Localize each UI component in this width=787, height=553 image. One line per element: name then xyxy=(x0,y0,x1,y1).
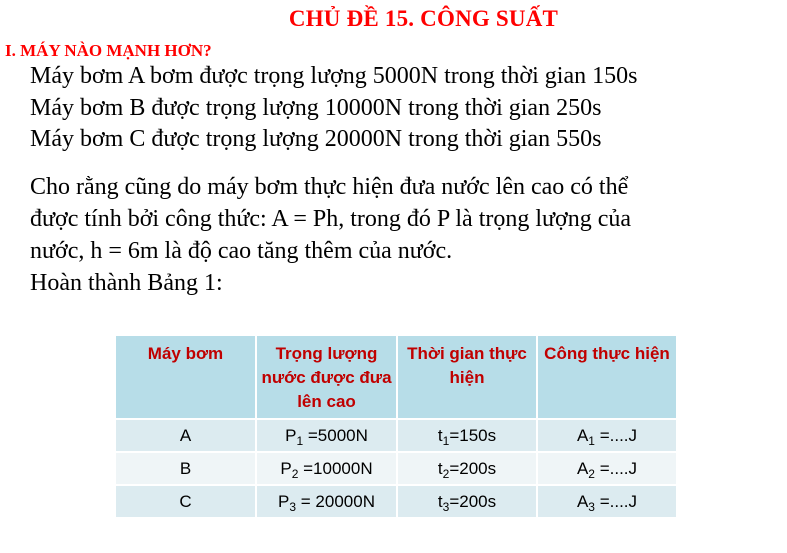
paragraph-line-4: Hoàn thành Bảng 1: xyxy=(30,270,223,296)
paragraph-line-1: Cho rằng cũng do máy bơm thực hiện đưa nước lên cao có thể xyxy=(30,174,629,200)
header-work: Công thực hiện xyxy=(537,336,676,419)
cell-pump: C xyxy=(116,485,256,517)
cell-pump: A xyxy=(116,419,256,452)
cell-weight: $P_3 = 20000N$ xyxy=(256,485,397,517)
cell-weight: $P_1 =5000N$ xyxy=(256,419,397,452)
table-header-row xyxy=(116,336,676,419)
pump-a-statement: Máy bơm A bơm được trọng lượng 5000N trong thời gian 150s xyxy=(30,63,638,89)
cell-work: $A_3 =....J$ xyxy=(537,485,676,517)
cell-pump: B xyxy=(116,452,256,485)
section-heading: I. MÁY NÀO MẠNH HƠN? xyxy=(5,41,212,60)
cell-work: $A_2 =....J$ xyxy=(537,452,676,485)
table-bang-1 xyxy=(116,336,676,517)
paragraph-line-2: được tính bởi công thức: A = Ph, trong đó P là trọng lượng của xyxy=(30,206,632,232)
table-row xyxy=(116,419,676,452)
table-row xyxy=(116,485,676,517)
table-row xyxy=(116,452,676,485)
pump-b-statement: Máy bơm B được trọng lượng 10000N trong thời gian 250s xyxy=(30,95,602,121)
header-time: Thời gian thực hiện xyxy=(397,336,537,419)
cell-time: $t_2=200s$ xyxy=(397,452,537,485)
page-title: CHỦ ĐỀ 15. CÔNG SUẤT xyxy=(288,6,559,31)
header-weight: Trọng lượng nước được đưa lên cao xyxy=(256,336,397,419)
cell-time: $t_1=150s$ xyxy=(397,419,537,452)
cell-time: $t_3=200s$ xyxy=(397,485,537,517)
cell-work: $A_1 =....J$ xyxy=(537,419,676,452)
cell-weight: $P_2 =10000N$ xyxy=(256,452,397,485)
paragraph-line-3: nước, h = 6m là độ cao tăng thêm của nước. xyxy=(30,238,453,264)
header-pump: Máy bơm xyxy=(116,336,256,419)
pump-c-statement: Máy bơm C được trọng lượng 20000N trong thời gian 550s xyxy=(30,126,602,152)
